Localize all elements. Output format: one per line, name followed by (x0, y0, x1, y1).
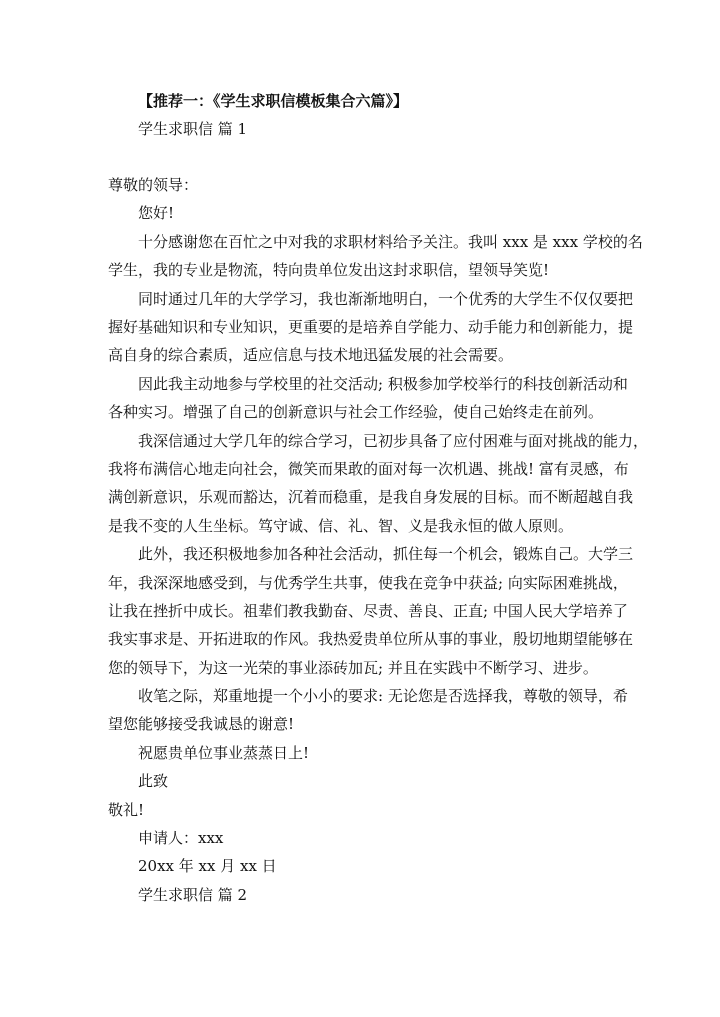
paragraph-2-line-2: 握好基础知识和专业知识，更重要的是培养自学能力、动手能力和创新能力，提 (108, 318, 634, 336)
paragraph-2-line-3: 高自身的综合素质，适应信息与技术地迅猛发展的社会需要。 (108, 346, 514, 364)
paragraph-1-line-1: 十分感谢您在百忙之中对我的求职材料给予关注。我叫 xxx 是 xxx 学校的名 (138, 233, 643, 251)
paragraph-4-line-1: 我深信通过大学几年的综合学习，已初步具备了应付困难与面对挑战的能力， (138, 432, 649, 450)
applicant-line: 申请人：xxx (138, 829, 224, 847)
paragraph-6-line-2: 望您能够接受我诚恳的谢意! (108, 715, 295, 733)
paragraph-2-line-1: 同时通过几年的大学学习，我也渐渐地明白，一个优秀的大学生不仅仅要把 (138, 290, 634, 308)
paragraph-1-line-2: 学生，我的专业是物流，特向贵单位发出这封求职信，望领导笑览! (108, 261, 550, 279)
paragraph-3-line-1: 因此我主动地参与学校里的社交活动; 积极参加学校举行的科技创新活动和 (138, 375, 628, 393)
closing-line-2: 敬礼! (108, 801, 145, 819)
paragraph-3-line-2: 各种实习。增强了自己的创新意识与社会工作经验，使自己始终走在前列。 (108, 403, 604, 421)
greeting: 您好! (138, 204, 175, 222)
date-line: 20xx 年 xx 月 xx 日 (138, 857, 277, 875)
paragraph-6-line-1: 收笔之际，郑重地提一个小小的要求: 无论您是否选择我，尊敬的领导，希 (138, 687, 628, 705)
paragraph-4-line-3: 满创新意识，乐观而豁达，沉着而稳重，是我自身发展的目标。而不断超越自我 (108, 488, 634, 506)
wish-line: 祝愿贵单位事业蒸蒸日上! (138, 744, 310, 762)
paragraph-5-line-3: 让我在挫折中成长。祖辈们教我勤奋、尽责、善良、正直; 中国人民大学培养了 (108, 602, 628, 620)
paragraph-5-line-2: 年，我深深地感受到，与优秀学生共事，使我在竞争中获益; 向实际困难挑战， (108, 574, 628, 592)
paragraph-4-line-2: 我将布满信心地走向社会，微笑而果敢的面对每一次机遇、挑战! 富有灵感，布 (108, 460, 629, 478)
section-title-2: 学生求职信 篇 2 (138, 886, 248, 904)
salutation: 尊敬的领导： (108, 176, 199, 194)
paragraph-5-line-1: 此外，我还积极地参加各种社会活动，抓住每一个机会，锻炼自己。大学三 (138, 545, 634, 563)
paragraph-4-line-4: 是我不变的人生坐标。笃守诚、信、礼、智、义是我永恒的做人原则。 (108, 517, 574, 535)
recommendation-heading: 【推荐一：《学生求职信模板集合六篇》】 (138, 92, 409, 110)
paragraph-5-line-4: 我实事求是、开拓进取的作风。我热爱贵单位所从事的事业，殷切地期望能够在 (108, 630, 634, 648)
closing-line-1: 此致 (138, 772, 169, 790)
section-title-1: 学生求职信 篇 1 (138, 120, 248, 138)
paragraph-5-line-5: 您的领导下，为这一光荣的事业添砖加瓦; 并且在实践中不断学习、进步。 (108, 659, 598, 677)
